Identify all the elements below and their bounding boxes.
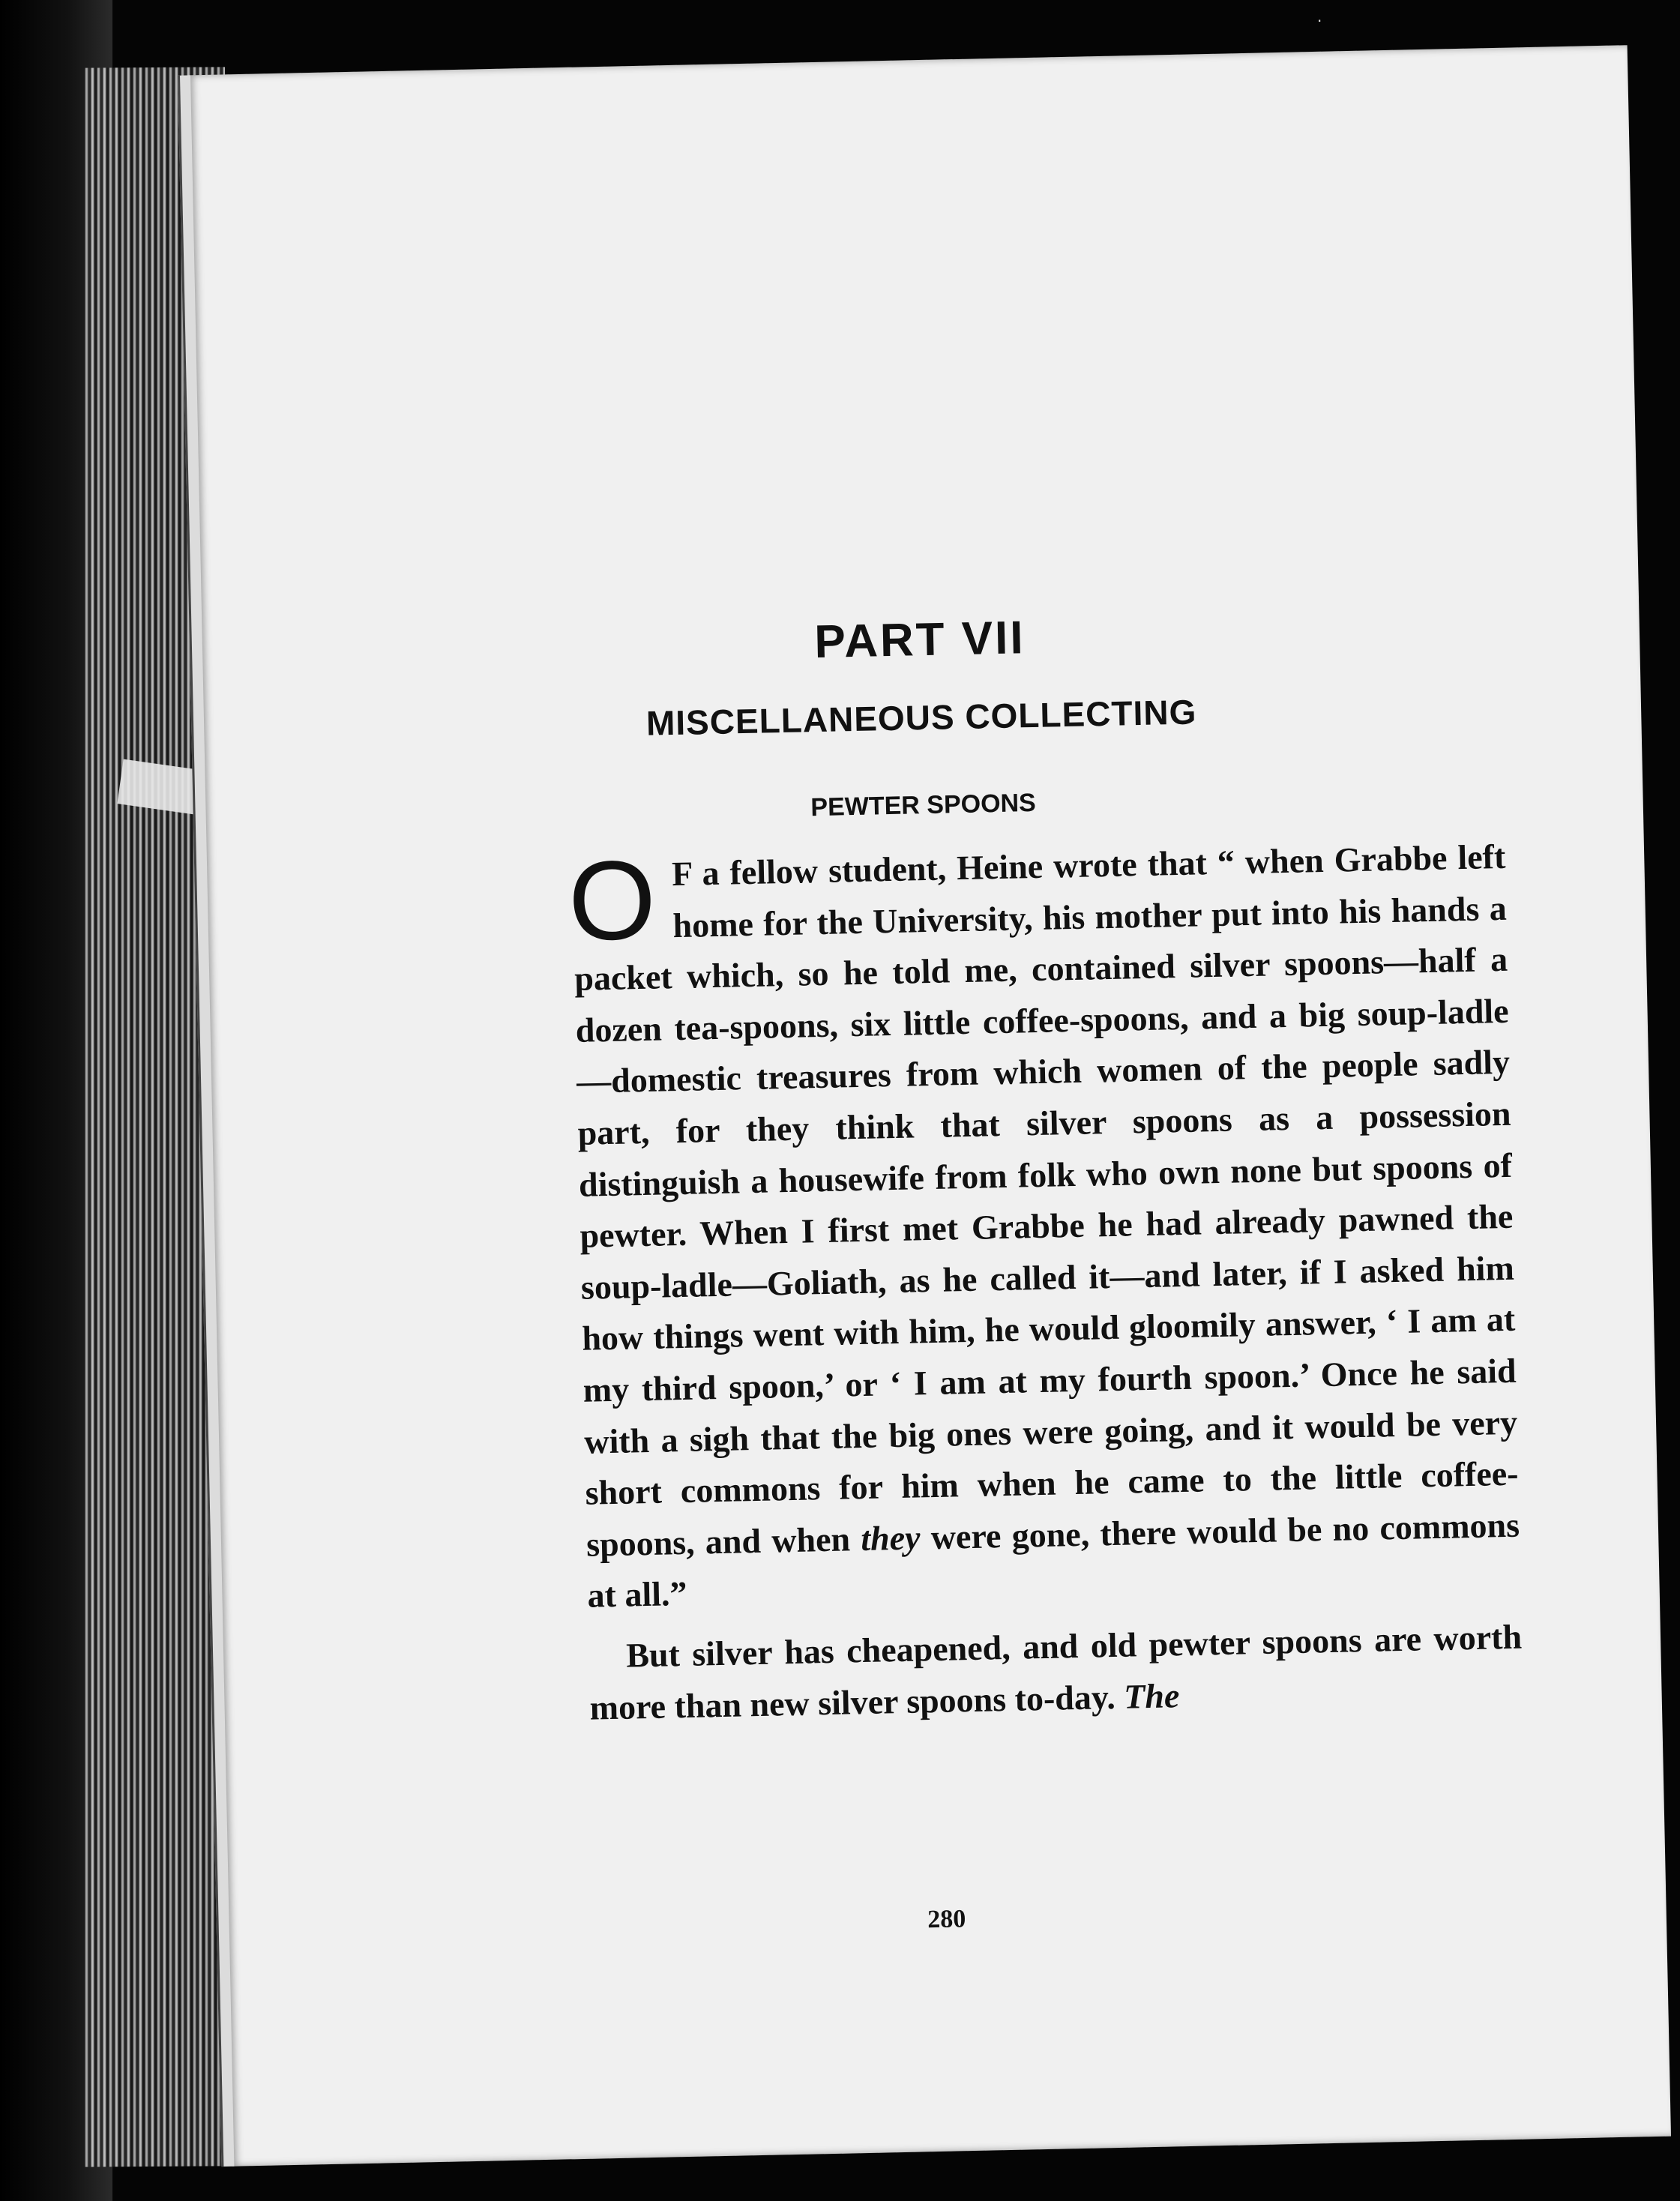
paragraph-1-emphasis: they <box>860 1518 921 1558</box>
paragraph-1 <box>567 831 1521 1622</box>
paragraph-2-emphasis: The <box>1123 1675 1180 1716</box>
section-heading: MISCELLANEOUS COLLECTING <box>645 692 1197 743</box>
paragraph-2-text: But silver has cheapened, and old pewter spoons are worth more than new silver spoons to-day. <box>589 1617 1523 1727</box>
part-heading: PART VII <box>813 612 1026 669</box>
page-number: 280 <box>927 1905 966 1934</box>
scan-speck: · <box>1317 12 1322 30</box>
paragraph-2 <box>588 1612 1524 1734</box>
body-text <box>567 831 1523 1734</box>
sub-heading: PEWTER SPOONS <box>810 788 1037 822</box>
paragraph-1-end: were gone, there would be no commons at all.” <box>587 1505 1520 1616</box>
drop-cap: O <box>567 836 657 965</box>
book-page <box>188 45 1671 2167</box>
paragraph-1-text: F a fellow student, Heine wrote that “ when Grabbe left home for the University, his mother put into his hands a packet which, so he told me, contained silver spoons—half a dozen tea-spoons, six little coffee-spoons, and a big soup-ladle—domestic treasures from which women of the people sadly part, for they think that silver spoons as a possession distinguish a housewife from folk who own none but spoons of pewter. When I first met Grabbe he had already pawned the soup-ladle—Goliath, as he called it—and later, if I asked him how things went with him, he would gloomily answer, ‘ I am at my third spoon,’ or ‘ I am at my fourth spoon.’ Once he said with a sigh that the big ones were going, and it would be very short commons for him when he came to the little coffee-spoons, and when <box>573 837 1519 1564</box>
